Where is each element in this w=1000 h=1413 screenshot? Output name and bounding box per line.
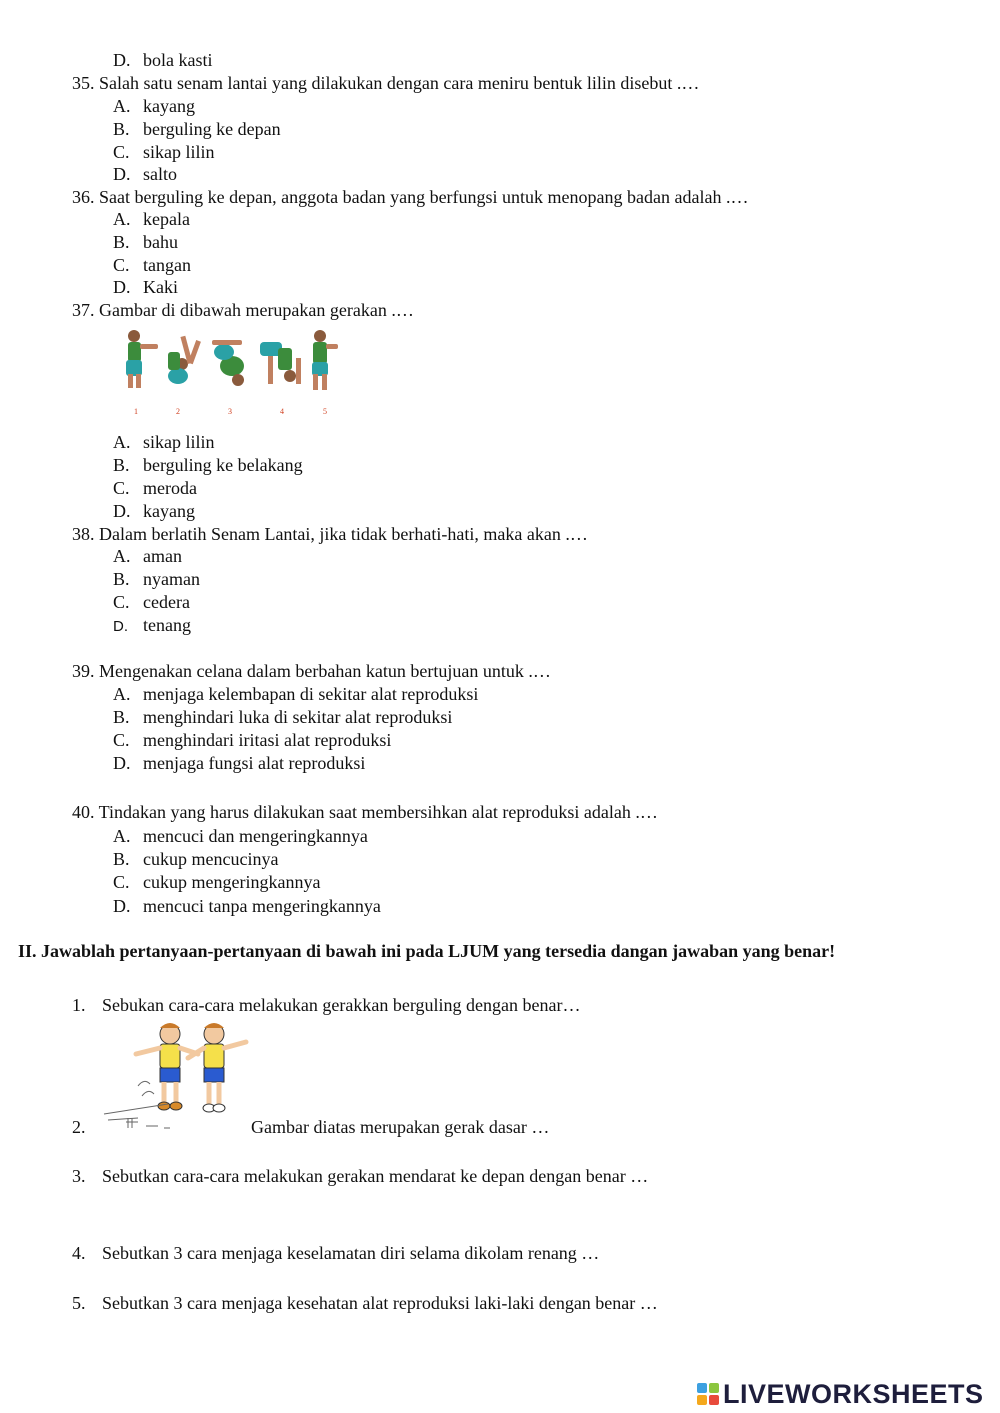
option-a: A. menjaga kelembapan di sekitar alat reproduksi xyxy=(113,684,479,704)
brand-name: LIVEWORKSHEETS xyxy=(723,1378,984,1409)
question-36: 36. Saat berguling ke depan, anggota badan yang berfungsi untuk menopang badan adalah .… xyxy=(72,187,749,207)
question-37: 37. Gambar di dibawah merupakan gerakan .… xyxy=(72,300,414,320)
figure-label: 5 xyxy=(323,407,327,416)
question-40: 40. Tindakan yang harus dilakukan saat membersihkan alat reproduksi adalah .… xyxy=(72,802,658,822)
essay-item-2-text: Gambar diatas merupakan gerak dasar … xyxy=(251,1117,550,1137)
option-c: C. menghindari iritasi alat reproduksi xyxy=(113,730,392,750)
question-38: 38. Dalam berlatih Senam Lantai, jika tidak berhati-hati, maka akan .… xyxy=(72,524,588,544)
figure-label: 2 xyxy=(176,407,180,416)
question-35: 35. Salah satu senam lantai yang dilakukan dengan cara meniru bentuk lilin disebut .… xyxy=(72,73,700,93)
option-d: D. salto xyxy=(113,164,177,184)
section-title: II. Jawablah pertanyaan-pertanyaan di bawah ini pada LJUM yang tersedia dangan jawaban yang benar! xyxy=(18,941,836,961)
gymnast-pose-4 xyxy=(260,342,301,384)
option-d: D. kayang xyxy=(113,501,195,521)
figure-label: 3 xyxy=(228,407,232,416)
question-39: 39. Mengenakan celana dalam berbahan katun bertujuan untuk .… xyxy=(72,661,551,681)
logo-icon xyxy=(697,1383,719,1405)
essay-item-3: 3. Sebutkan cara-cara melakukan gerakan mendarat ke depan dengan benar … xyxy=(72,1166,649,1186)
gymnast-pose-2 xyxy=(168,336,201,384)
option-b: B. cukup mencucinya xyxy=(113,849,279,869)
option-c: C. tangan xyxy=(113,255,191,275)
jumping-kids-figure xyxy=(98,1018,256,1138)
option-c: C. sikap lilin xyxy=(113,142,215,162)
option-a: A. kayang xyxy=(113,96,195,116)
option-c: C. cedera xyxy=(113,592,190,612)
logo-square xyxy=(697,1395,707,1405)
gymnast-pose-3 xyxy=(212,340,244,386)
logo-square xyxy=(709,1383,719,1393)
option-d: D. menjaga fungsi alat reproduksi xyxy=(113,753,366,773)
essay-item-4: 4. Sebutkan 3 cara menjaga keselamatan diri selama dikolam renang … xyxy=(72,1243,600,1263)
gymnast-pose-1 xyxy=(126,330,158,388)
option-d: D. bola kasti xyxy=(113,50,213,70)
figure-label: 1 xyxy=(134,407,138,416)
option-b: B. berguling ke depan xyxy=(113,119,281,139)
figure-label: 4 xyxy=(280,407,284,416)
essay-item-1: 1. Sebukan cara-cara melakukan gerakkan berguling dengan benar… xyxy=(72,995,581,1015)
essay-item-5: 5. Sebutkan 3 cara menjaga kesehatan alat reproduksi laki-laki dengan benar … xyxy=(72,1293,658,1313)
option-b: B. nyaman xyxy=(113,569,200,589)
gymnast-pose-5 xyxy=(312,330,338,390)
option-d: D. Kaki xyxy=(113,277,178,297)
kid-left xyxy=(136,1023,198,1110)
liveworksheets-logo xyxy=(697,1380,984,1408)
option-a: A. kepala xyxy=(113,209,190,229)
option-b: B. berguling ke belakang xyxy=(113,455,303,475)
option-a: A. aman xyxy=(113,546,182,566)
logo-square xyxy=(697,1383,707,1393)
backward-roll-figure xyxy=(120,322,340,420)
option-a: A. sikap lilin xyxy=(113,432,215,452)
option-d: D. mencuci tanpa mengeringkannya xyxy=(113,896,381,916)
logo-square xyxy=(709,1395,719,1405)
option-b: B. bahu xyxy=(113,232,178,252)
option-c: C. cukup mengeringkannya xyxy=(113,872,321,892)
option-c: C. meroda xyxy=(113,478,197,498)
option-d: D. tenang xyxy=(113,615,191,635)
essay-item-2: 2. xyxy=(72,1117,86,1137)
option-a: A. mencuci dan mengeringkannya xyxy=(113,826,368,846)
kid-right xyxy=(188,1023,246,1112)
option-b: B. menghindari luka di sekitar alat reproduksi xyxy=(113,707,453,727)
